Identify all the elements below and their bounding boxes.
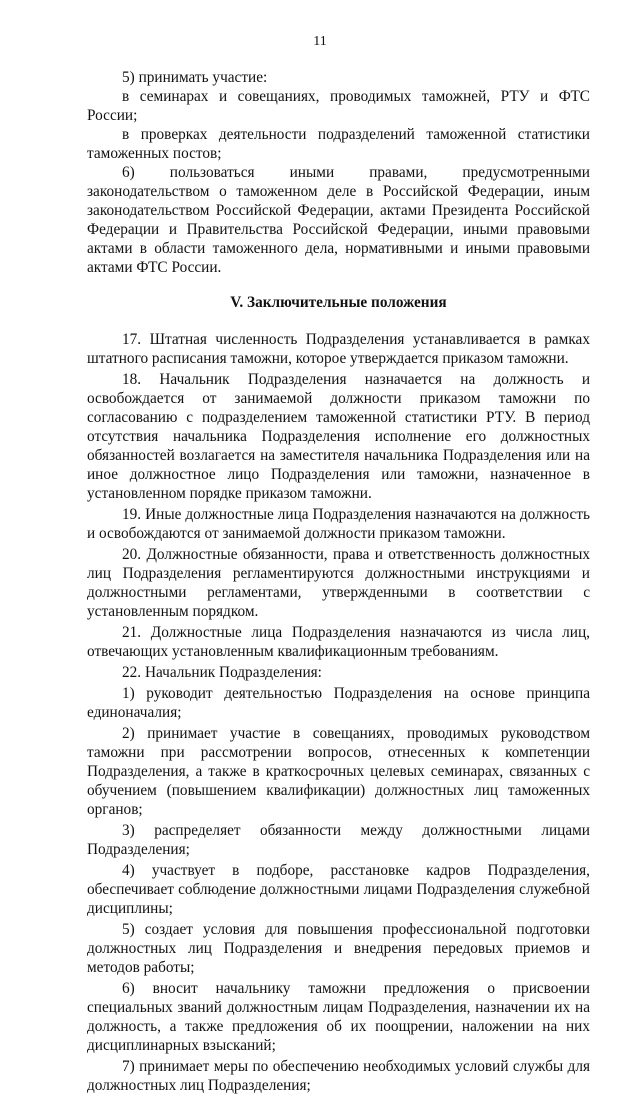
paragraph: 20. Должностные обязанности, права и ответственность должностных лиц Подразделения регламентируются должностными инструкциями и должностными регламентами, утвержденными в соответствии с установленным порядком.: [87, 546, 590, 620]
list-item: 1) руководит деятельностью Подразделения на основе принципа единоначалия;: [87, 685, 590, 721]
paragraph: в семинарах и совещаниях, проводимых таможней, РТУ и ФТС России;: [87, 88, 590, 124]
paragraph: 19. Иные должностные лица Подразделения назначаются на должность и освобождаются от занимаемой должности приказом таможни.: [87, 506, 590, 542]
page-number: 11: [313, 34, 327, 49]
paragraph: 21. Должностные лица Подразделения назначаются из числа лиц, отвечающих установленным квалификационным требованиям.: [87, 624, 590, 660]
paragraph: 5) принимать участие:: [122, 69, 268, 86]
list-item: 7) принимает меры по обеспечению необходимых условий службы для должностных лиц Подразделения;: [87, 1058, 590, 1094]
paragraph: 6) пользоваться иными правами, предусмотренными законодательством о таможенном деле в Российской Федерации, иным законодательством Российской Федерации, актами Президента Российской Федерации и Правительства Российской Федерации, иными правовыми актами в области таможенного дела, нормативными и иными правовыми актами ФТС России.: [87, 164, 590, 276]
list-item: 3) распределяет обязанности между должностными лицами Подразделения;: [87, 822, 590, 858]
list-item: 2) принимает участие в совещаниях, проводимых руководством таможни при рассмотрении вопросов, отнесенных к компетенции Подразделения, а также в краткосрочных целевых семинарах, связанных с обучением (повышением квалификации) должностных лиц таможенных органов;: [87, 725, 590, 818]
document-body: [87, 68, 590, 1097]
paragraph: 22. Начальник Подразделения:: [122, 664, 322, 681]
list-item: 5) создает условия для повышения профессиональной подготовки должностных лиц Подразделения и внедрения передовых приемов и методов работы;: [87, 921, 590, 976]
list-item: 4) участвует в подборе, расстановке кадров Подразделения, обеспечивает соблюдение должностными лицами Подразделения служебной дисциплины;: [87, 862, 590, 917]
list-item: 6) вносит начальнику таможни предложения о присвоении специальных званий должностным лицам Подразделения, назначении их на должность, а также предложения об их поощрении, наложении на них дисциплинарных взысканий;: [87, 980, 590, 1054]
paragraph: 18. Начальник Подразделения назначается на должность и освобождается от занимаемой должности приказом таможни по согласованию с подразделением таможенной статистики РТУ. В период отсутствия начальника Подразделения исполнение его должностных обязанностей возлагается на заместителя начальника Подразделения или на иное должностное лицо Подразделения или таможни, назначенное в установленном порядке приказом таможни.: [87, 371, 590, 502]
paragraph: 17. Штатная численность Подразделения устанавливается в рамках штатного расписания таможни, которое утверждается приказом таможни.: [87, 331, 590, 367]
paragraph: в проверках деятельности подразделений таможенной статистики таможенных постов;: [87, 126, 590, 162]
section-heading: V. Заключительные положения: [230, 294, 447, 311]
